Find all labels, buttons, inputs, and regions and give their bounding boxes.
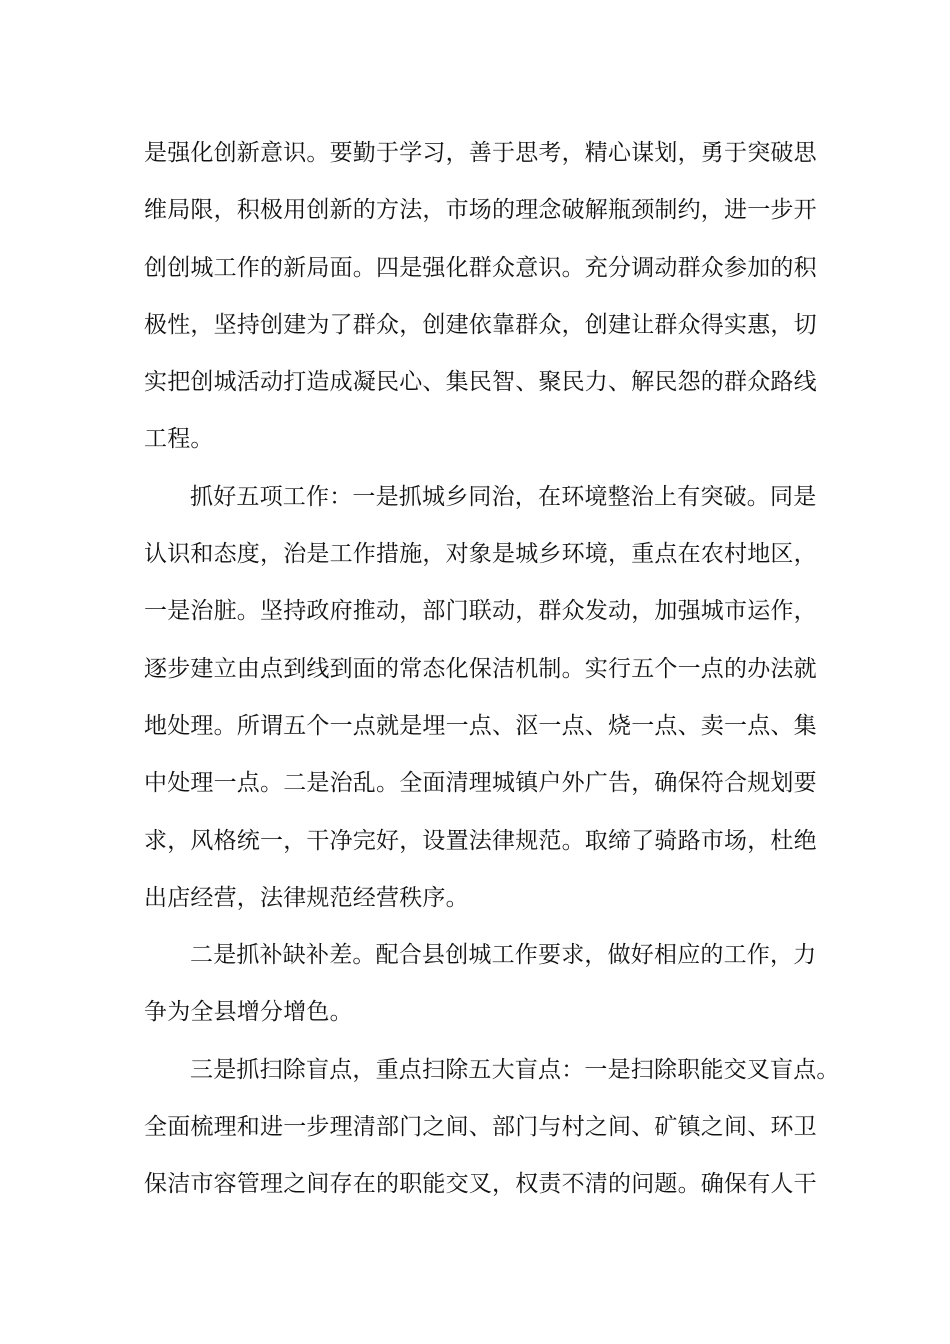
document-body [144,125,840,1214]
text-line: 是强化创新意识。要勤于学习，善于思考，精心谋划，勇于突破思 [144,140,817,166]
text-line: 维局限，积极用创新的方法，市场的理念破解瓶颈制约，进一步开 [144,197,817,224]
text-line: 实把创城活动打造成凝民心、集民智、聚民力、解民怨的群众路线 [144,369,817,396]
text-line: 保洁市容管理之间存在的职能交叉，权责不清的问题。确保有人干 [144,1171,817,1198]
text-line: 中处理一点。二是治乱。全面清理城镇户外广告，确保符合规划要 [144,770,817,797]
text-line: 一是治脏。坚持政府推动，部门联动，群众发动，加强城市运作， [144,598,817,625]
text-line: 求，风格统一，干净完好，设置法律规范。取缔了骑路市场，杜绝 [144,827,817,854]
text-line: 极性，坚持创建为了群众，创建依靠群众，创建让群众得实惠，切 [144,311,817,338]
text-line: 地处理。所谓五个一点就是埋一点、沤一点、烧一点、卖一点、集 [144,712,817,739]
paragraph-first-line: 抓好五项工作：一是抓城乡同治，在环境整治上有突破。同是 [190,483,817,510]
text-line: 争为全县增分增色。 [144,999,353,1026]
paragraph-first-line: 三是抓扫除盲点，重点扫除五大盲点：一是扫除职能交叉盲点。 [190,1056,840,1083]
text-line: 认识和态度，治是工作措施，对象是城乡环境，重点在农村地区， [144,541,817,568]
text-line: 全面梳理和进一步理清部门之间、部门与村之间、矿镇之间、环卫 [144,1114,817,1141]
text-line: 工程。 [144,426,214,453]
text-line: 逐步建立由点到线到面的常态化保洁机制。实行五个一点的办法就 [144,655,817,682]
text-line: 出店经营，法律规范经营秩序。 [144,884,469,911]
text-line: 创创城工作的新局面。四是强化群众意识。充分调动群众参加的积 [144,254,817,281]
paragraph-first-line: 二是抓补缺补差。配合县创城工作要求，做好相应的工作，力 [190,942,817,969]
